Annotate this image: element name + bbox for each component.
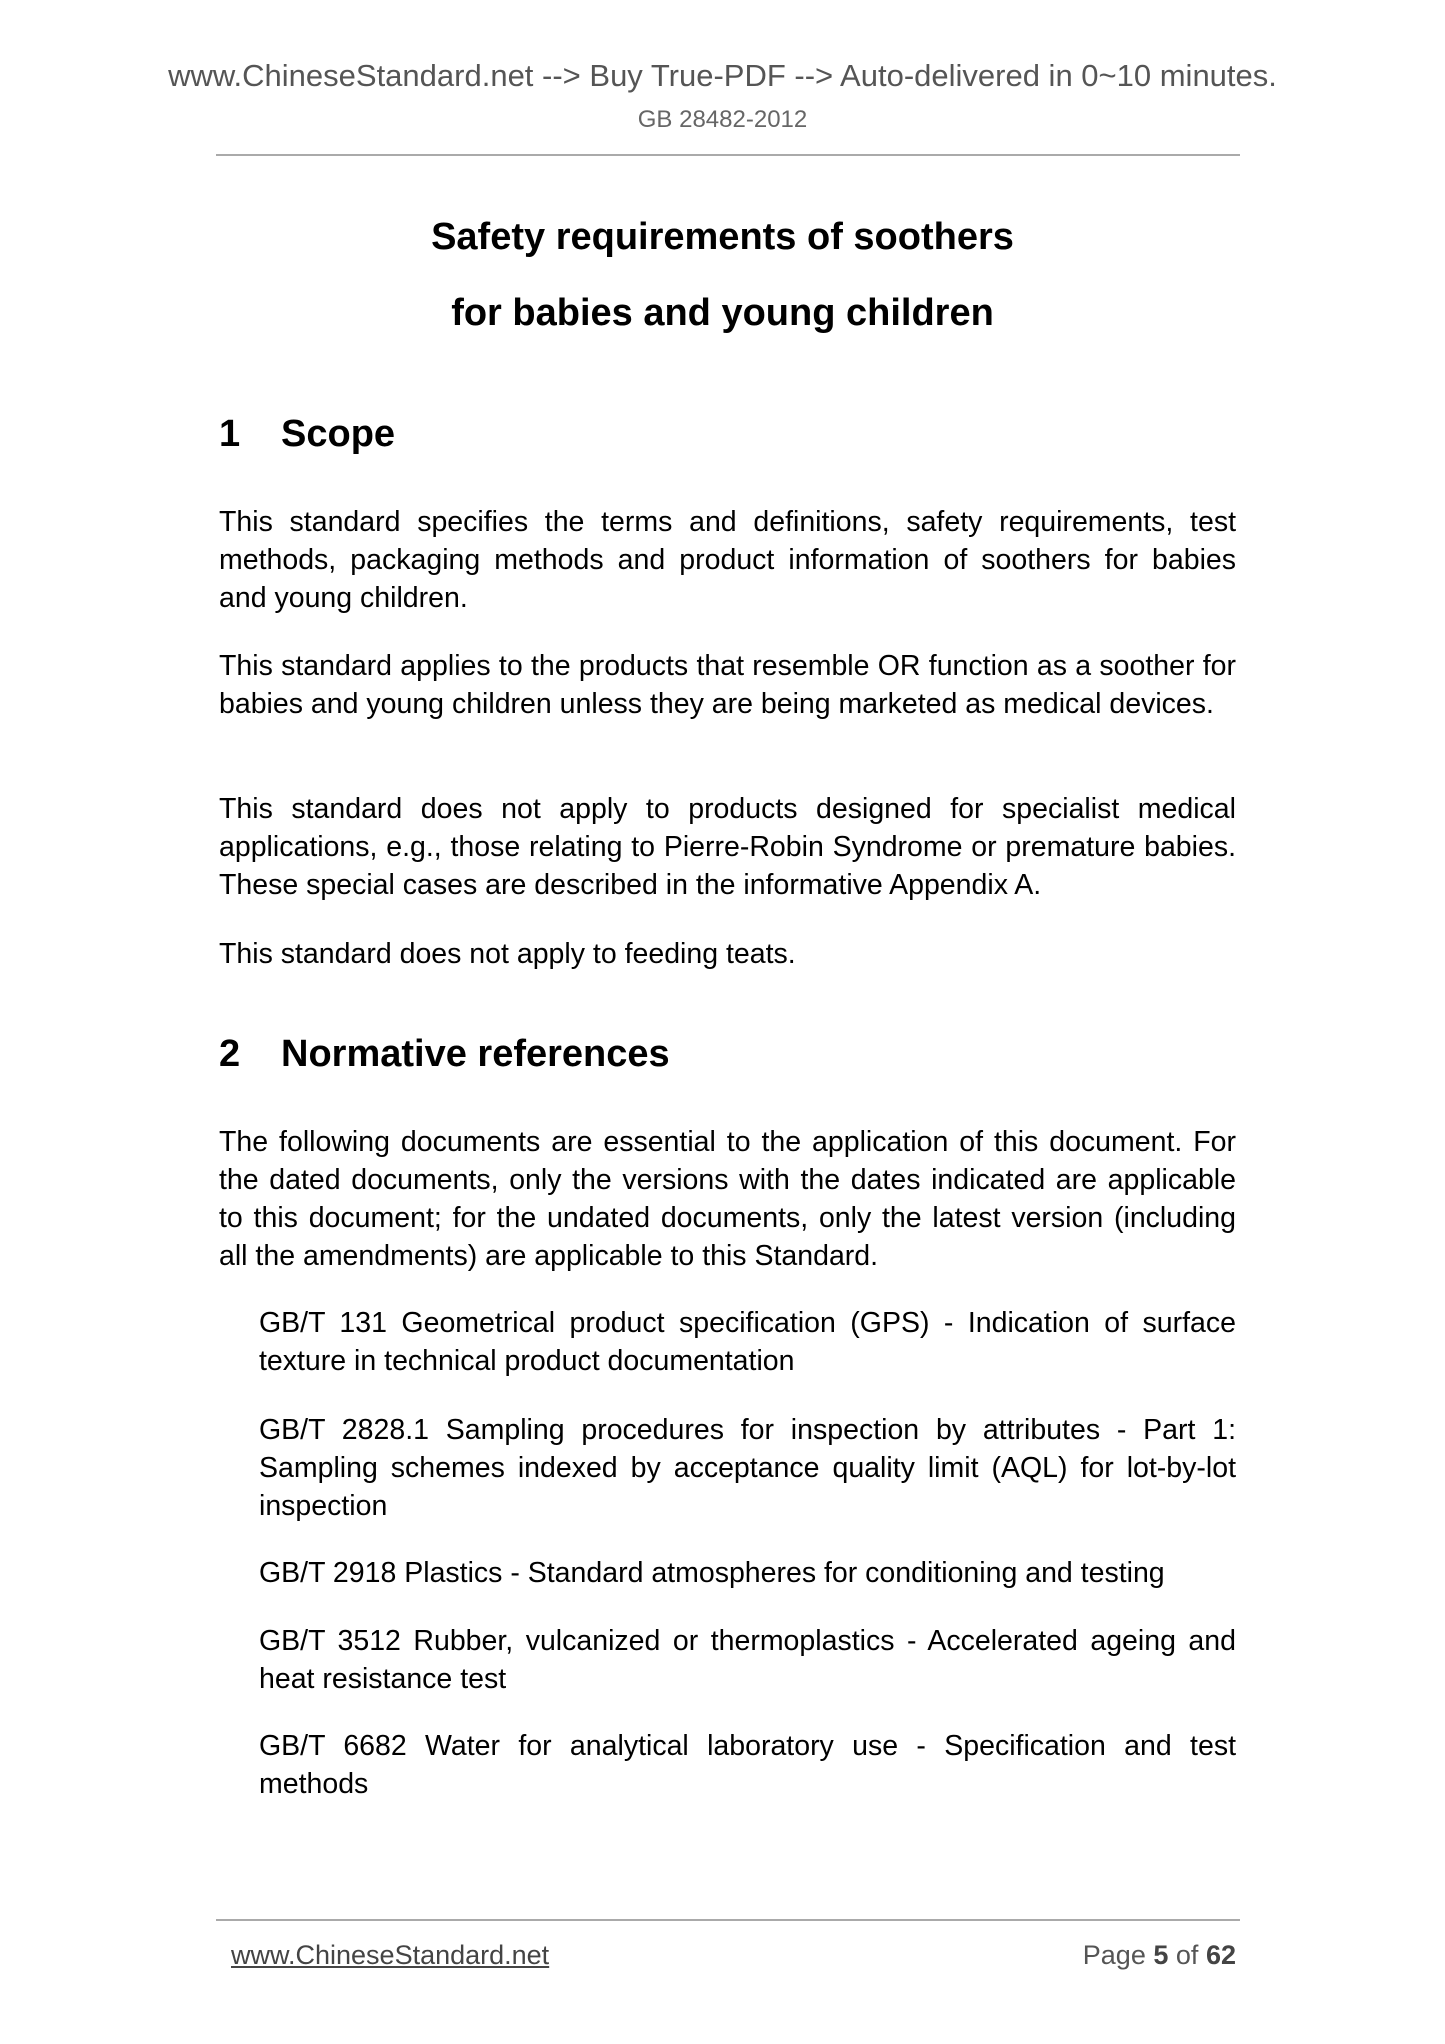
section-title: Scope xyxy=(281,413,396,455)
page-label: Page xyxy=(1082,1940,1146,1970)
footer-site-link[interactable]: www.ChineseStandard.net xyxy=(231,1940,550,1970)
page-indicator xyxy=(1083,1940,1236,1971)
section-heading-scope xyxy=(219,413,395,456)
header-banner: www.ChineseStandard.net --> Buy True-PDF --> Auto-delivered in 0~10 minutes. xyxy=(168,58,1277,93)
document-title-line2: for babies and young children xyxy=(451,292,994,334)
document-title-line1: Safety requirements of soothers xyxy=(431,216,1014,258)
footer-divider xyxy=(216,1919,1240,1921)
reference-item: GB/T 131 Geometrical product specification (GPS) - Indication of surface texture in technical product documentation xyxy=(259,1307,1236,1377)
section-number: 2 xyxy=(219,1033,241,1075)
standard-code: GB 28482-2012 xyxy=(637,106,808,133)
scope-paragraph: This standard applies to the products that resemble OR function as a soother for babies and young children unless they are being marketed as medical devices. xyxy=(219,650,1236,720)
current-page: 5 xyxy=(1153,1940,1169,1970)
reference-item: GB/T 2918 Plastics - Standard atmospheres for conditioning and testing xyxy=(259,1557,1165,1589)
section-heading-normative-references xyxy=(219,1033,670,1076)
references-intro-paragraph: The following documents are essential to the application of this document. For the dated documents, only the versions with the dates indicated are applicable to this document; for the undated documents, only the latest version (including all the amendments) are applicable to this Standard. xyxy=(219,1126,1236,1272)
scope-paragraph: This standard does not apply to feeding teats. xyxy=(219,938,796,970)
reference-item: GB/T 2828.1 Sampling procedures for inspection by attributes - Part 1: Sampling schemes indexed by acceptance quality limit (AQL) for lot-by-lot inspection xyxy=(259,1414,1236,1522)
scope-paragraph: This standard specifies the terms and definitions, safety requirements, test methods, packaging methods and product information of soothers for babies and young children. xyxy=(219,506,1236,614)
scope-paragraph: This standard does not apply to products designed for specialist medical applications, e.g., those relating to Pierre-Robin Syndrome or premature babies. These special cases are described in the informative Appendix A. xyxy=(219,793,1236,901)
reference-item: GB/T 6682 Water for analytical laboratory use - Specification and test methods xyxy=(259,1730,1236,1800)
section-number: 1 xyxy=(219,413,241,455)
total-pages: 62 xyxy=(1205,1940,1236,1970)
section-title: Normative references xyxy=(281,1033,670,1075)
header-divider xyxy=(216,154,1240,156)
reference-item: GB/T 3512 Rubber, vulcanized or thermoplastics - Accelerated ageing and heat resistance test xyxy=(259,1625,1236,1695)
of-label: of xyxy=(1175,1940,1199,1970)
